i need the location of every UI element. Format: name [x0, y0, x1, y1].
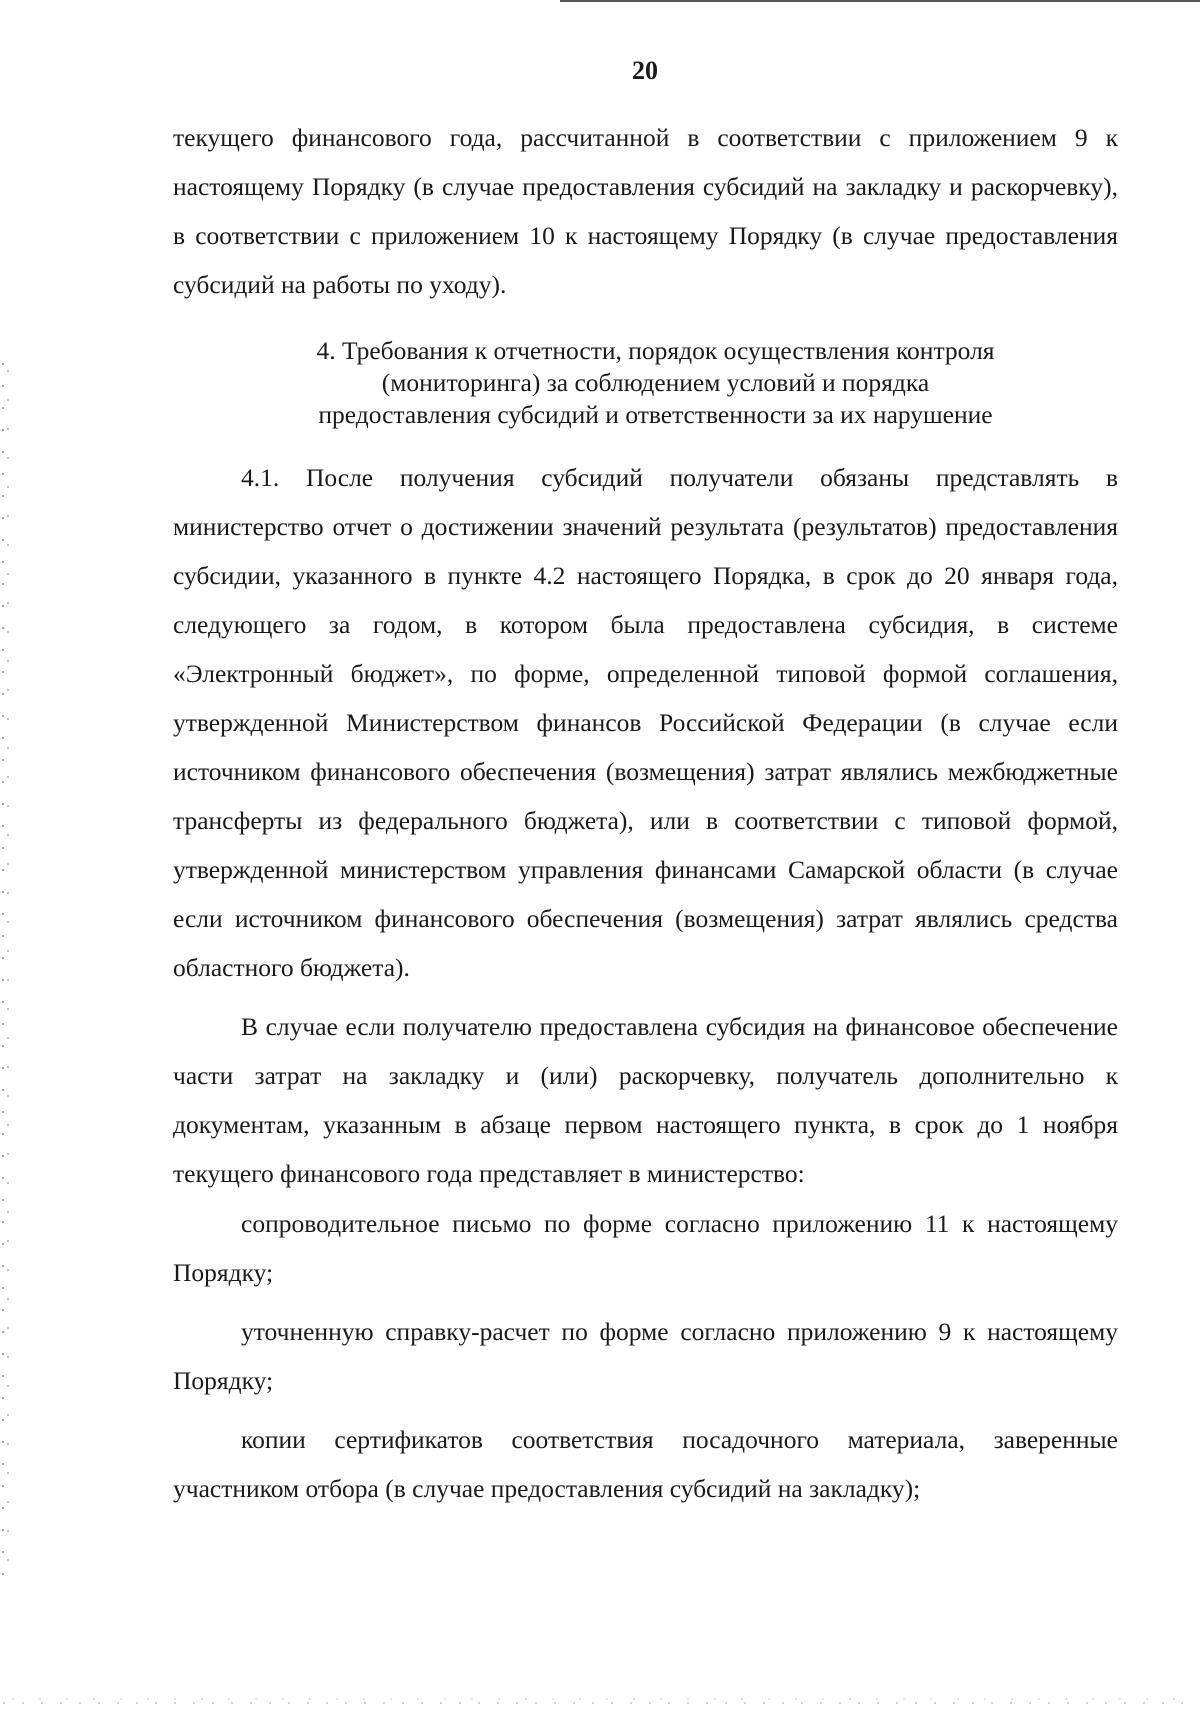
scan-bottom-noise — [0, 1696, 1200, 1710]
list-item-certificates: копии сертификатов соответствия посадочного материала, заверенные участником отбора (в случае предоставления субсидий на закладку); — [173, 1425, 1118, 1503]
paragraph-additional-documents: В случае если получателю предоставлена субсидия на финансовое обеспечение части затрат на закладку и (или) раскорчевку, получатель дополнительно к документам, указанным в абзаце первом настоящего пункта, в срок до 1 ноября текущего финансового года представляет в министерство: — [173, 1012, 1118, 1188]
list-item-cover-letter: сопроводительное письмо по форме согласно приложению 11 к настоящему Порядку; — [173, 1209, 1118, 1287]
scan-edge-noise — [0, 360, 12, 1580]
list-item-calculation: уточненную справку-расчет по форме согласно приложению 9 к настоящему Порядку; — [173, 1317, 1118, 1395]
paragraph-4-1: 4.1. После получения субсидий получатели обязаны представлять в министерство отчет о достижении значений результата (результатов) предоставления субсидии, указанного в пункте 4.2 настоящего Порядка, в срок до 20 января года, следующего за годом, в котором была предоставлена субсидия, в системе «Электронный бюджет», по форме, определенной типовой формой соглашения, утвержденной Министерством финансов Российской Федерации (в случае если источником финансового обеспечения (возмещения) затрат являлись межбюджетные трансферты из федерального бюджета), или в соответствии с типовой формой, утвержденной министерством управления финансами Самарской области (в случае если источником финансового обеспечения (возмещения) затрат являлись средства областного бюджета). — [173, 463, 1118, 982]
section-heading-line: (мониторинга) за соблюдением условий и порядка — [381, 368, 930, 397]
section-heading-line: 4. Требования к отчетности, порядок осуществления контроля — [316, 336, 995, 365]
paragraph-continuation: текущего финансового года, рассчитанной в соответствии с приложением 9 к настоящему Порядку (в случае предоставления субсидий на закладку и раскорчевку), в соответствии с приложением 10 к настоящему Порядку (в случае предоставления субсидий на работы по уходу). — [173, 123, 1118, 299]
section-heading-line: предоставления субсидий и ответственности за их нарушение — [318, 400, 993, 429]
document-body — [173, 113, 1118, 1513]
scan-top-rule — [560, 0, 1200, 2]
section-heading — [173, 335, 1118, 431]
page-number: 20 — [632, 56, 658, 85]
